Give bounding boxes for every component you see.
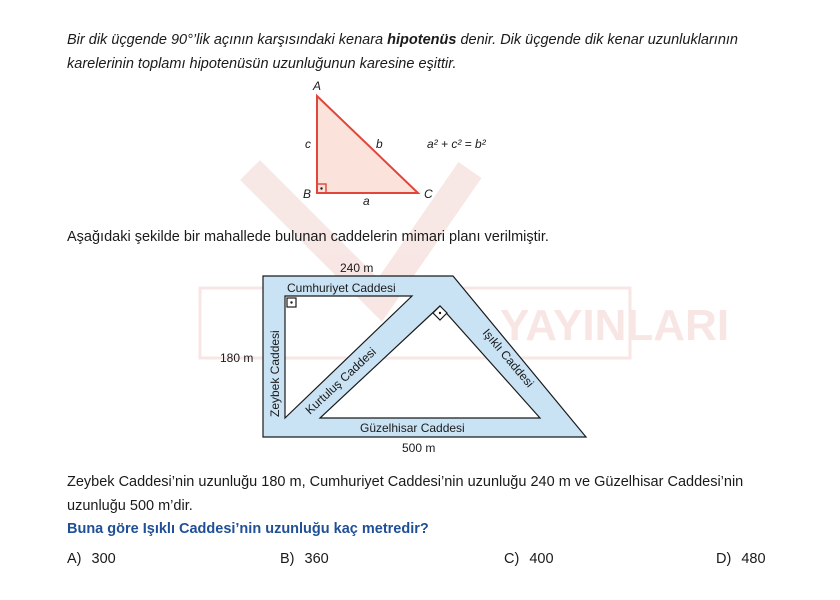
length-top-label: 240 m	[340, 261, 374, 275]
street-left-label: Zeybek Caddesi	[268, 330, 282, 417]
vertex-c-label: C	[424, 187, 433, 201]
right-angle-dot-b	[320, 187, 322, 189]
choice-c[interactable]	[504, 551, 554, 567]
side-a-label: a	[363, 194, 370, 208]
street-diag-label: Kurtuluş Caddesi	[302, 344, 379, 418]
length-bottom-label: 500 m	[402, 441, 436, 455]
side-b-label: b	[376, 137, 383, 151]
vertex-a-label: A	[313, 79, 322, 93]
length-left-label: 180 m	[220, 351, 254, 365]
intro-text-1: Bir dik üçgende 90°’lik açının karşısındaki kenara	[67, 32, 388, 48]
choice-value: 400	[529, 551, 554, 567]
choice-value: 360	[304, 551, 329, 567]
side-c-label: c	[305, 137, 311, 151]
intro-paragraph	[67, 28, 787, 76]
plan-description: Aşağıdaki şekilde bir mahallede bulunan caddelerin mimari planı verilmiştir.	[67, 229, 549, 245]
street-top-label: Cumhuriyet Caddesi	[287, 281, 396, 295]
question-text: Zeybek Caddesi’nin uzunluğu 180 m, Cumhuriyet Caddesi’nin uzunluğu 240 m ve Güzelhisar Caddesi’nin uzunluğu 500 m’dir.	[67, 474, 744, 514]
street-bottom-label: Güzelhisar Caddesi	[360, 421, 465, 435]
choice-value: 480	[741, 551, 766, 567]
choice-d[interactable]	[716, 551, 766, 567]
right-angle-dot-corner	[290, 301, 292, 303]
choice-letter: C)	[504, 551, 520, 567]
vertex-b-label: B	[303, 187, 312, 201]
intro-bold-term: hipotenüs	[387, 32, 457, 48]
question-prompt: Buna göre Işıklı Caddesi’nin uzunluğu kaç metredir?	[67, 521, 429, 537]
choice-letter: A)	[67, 551, 82, 567]
right-angle-dot-apex	[439, 312, 441, 314]
choice-letter: D)	[716, 551, 732, 567]
choice-letter: B)	[280, 551, 295, 567]
intro-text-2: denir. Dik üçgende dik kenar uzunluklarının karelerinin toplamı hipotenüsün uzunluğunun karesine eşittir.	[67, 32, 738, 72]
pythagoras-formula: a² + c² = b²	[427, 137, 486, 151]
choice-b[interactable]	[280, 551, 329, 567]
choice-value: 300	[91, 551, 116, 567]
watermark-text: YAYINLARI	[500, 301, 730, 350]
street-right-label: Işıklı Caddesi	[479, 325, 537, 391]
choice-a[interactable]	[67, 551, 116, 567]
triangle-abc	[317, 96, 418, 193]
